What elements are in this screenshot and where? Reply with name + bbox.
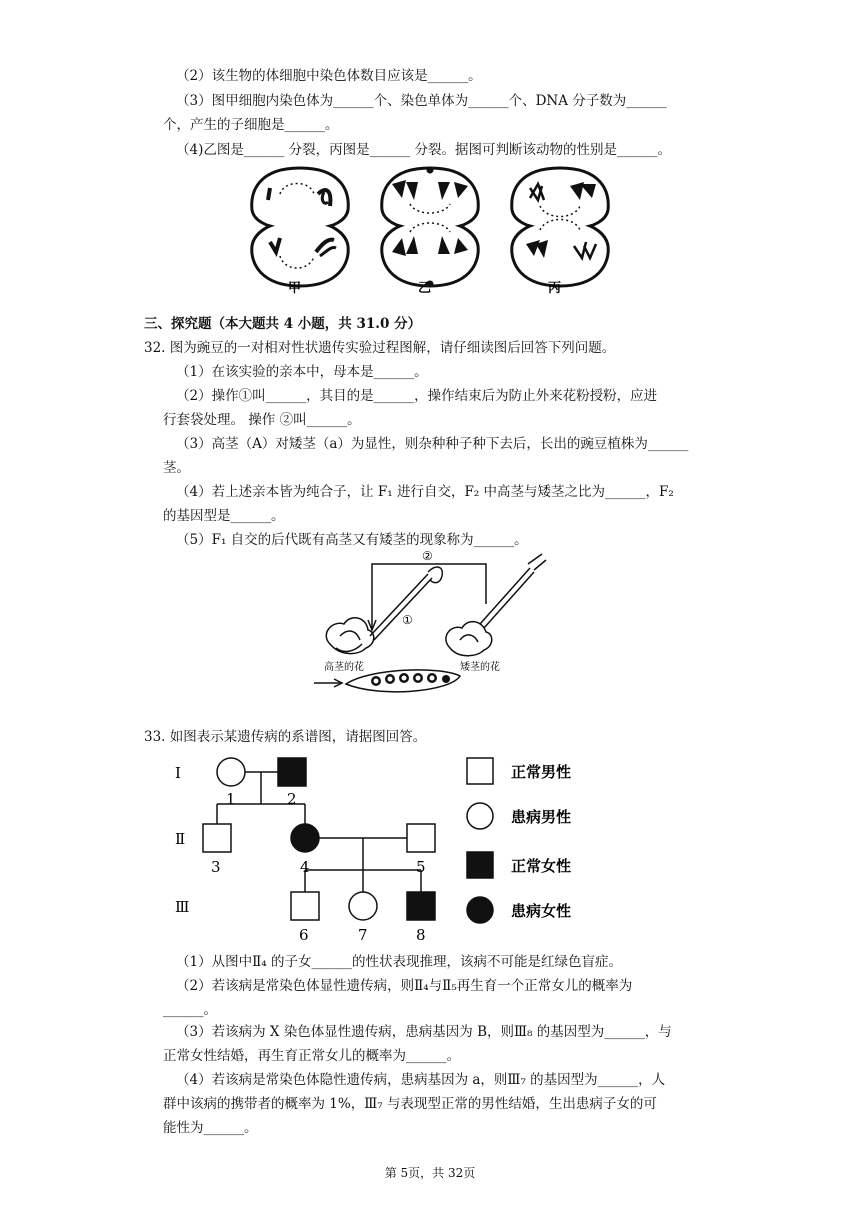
cell-yi xyxy=(382,168,478,286)
cell-label-bing: 丙 xyxy=(548,281,562,296)
label-tall-flower: 高茎的花 xyxy=(324,662,364,673)
id-1: 1 xyxy=(226,790,236,808)
q33-line-1: （1）从图中Ⅱ₄ 的子女______的性状表现推理，该病不可能是红绿色盲症。 xyxy=(176,954,622,970)
q32-line-3b: 茎。 xyxy=(163,460,190,476)
cell-label-jia: 甲 xyxy=(288,281,302,296)
id-2: 2 xyxy=(287,790,297,808)
q33-stem: 33. 如图表示某遗传病的系谱图，请据图回答。 xyxy=(144,729,427,745)
mark-operation-2: ② xyxy=(422,549,433,563)
id-4: 4 xyxy=(300,858,310,876)
id-5: 5 xyxy=(416,858,426,876)
legend-affected-female: 患病女性 xyxy=(511,902,572,920)
q32-line-1: （1）在该实验的亲本中，母本是______。 xyxy=(176,364,428,380)
gen-label-1: Ⅰ xyxy=(175,764,181,782)
q33-line-3: （3）若该病为 X 染色体显性遗传病，患病基因为 B，则Ⅲ₈ 的基因型为______，与 xyxy=(176,1024,672,1040)
q32-line-3: （3）高茎（A）对矮茎（a）为显性，则杂种种子种下去后，长出的豌豆植株为______ xyxy=(176,436,689,452)
pea-pollination-figure xyxy=(310,544,560,702)
q33-line-4: （4）若该病是常染色体隐性遗传病，患病基因为 a，则Ⅲ₇ 的基因型为______，人 xyxy=(176,1072,666,1088)
section-title: 三、探究题（本大题共 4 小题，共 31.0 分） xyxy=(144,316,422,332)
cell-division-figure xyxy=(240,160,620,300)
legend-normal-female: 正常女性 xyxy=(511,857,572,875)
q31-line-3: （3）图甲细胞内染色体为______个、染色单体为______个、DNA 分子数为______ xyxy=(176,93,667,109)
page-footer: 第 5页，共 32页 xyxy=(384,1166,476,1180)
q31-line-2: （2）该生物的体细胞中染色体数目应该是______。 xyxy=(176,68,482,84)
q33-line-2: （2）若该病是常染色体显性遗传病，则Ⅱ₄与Ⅱ₅再生育一个正常女儿的概率为 xyxy=(176,978,633,994)
q32-line-4b: 的基因型是______。 xyxy=(163,508,285,524)
q31-line-4: （4)乙图是______ 分裂，丙图是______ 分裂。据图可判断该动物的性别是______。 xyxy=(176,142,671,158)
id-3: 3 xyxy=(211,858,221,876)
cell-jia xyxy=(252,168,348,286)
legend-normal-male: 正常男性 xyxy=(511,763,572,781)
gen-label-3: Ⅲ xyxy=(175,898,190,916)
q33-line-4c: 能性为______。 xyxy=(163,1120,258,1136)
gen-label-2: Ⅱ xyxy=(175,830,186,848)
q32-line-2: （2）操作①叫______，其目的是______，操作结束后为防止外来花粉授粉，应进 xyxy=(176,388,658,404)
mark-operation-1: ① xyxy=(402,613,413,627)
id-7: 7 xyxy=(358,926,368,944)
q33-line-4b: 群中该病的携带者的概率为 1%，Ⅲ₇ 与表现型正常的男性结婚，生出患病子女的可 xyxy=(163,1096,657,1112)
legend-affected-male: 患病男性 xyxy=(511,808,572,826)
q33-line-2b: ______。 xyxy=(163,1002,217,1018)
q31-line-3b: 个，产生的子细胞是______。 xyxy=(163,117,339,133)
pedigree-chart xyxy=(165,748,605,948)
label-short-flower: 矮茎的花 xyxy=(460,662,500,673)
cell-label-yi: 乙 xyxy=(418,281,432,296)
q32-line-4: （4）若上述亲本皆为纯合子，让 F₁ 进行自交，F₂ 中高茎与矮茎之比为______，F₂ xyxy=(176,484,674,500)
cell-bing xyxy=(512,168,608,286)
q32-line-2b: 行套袋处理。 操作 ②叫______。 xyxy=(163,412,361,428)
id-6: 6 xyxy=(299,926,309,944)
q32-stem: 32. 图为豌豆的一对相对性状遗传实验过程图解，请仔细读图后回答下列问题。 xyxy=(144,340,616,356)
q32-line-5: （5）F₁ 自交的后代既有高茎又有矮茎的现象称为______。 xyxy=(176,532,528,548)
id-8: 8 xyxy=(416,926,426,944)
q33-line-3b: 正常女性结婚，再生育正常女儿的概率为______。 xyxy=(163,1048,460,1064)
